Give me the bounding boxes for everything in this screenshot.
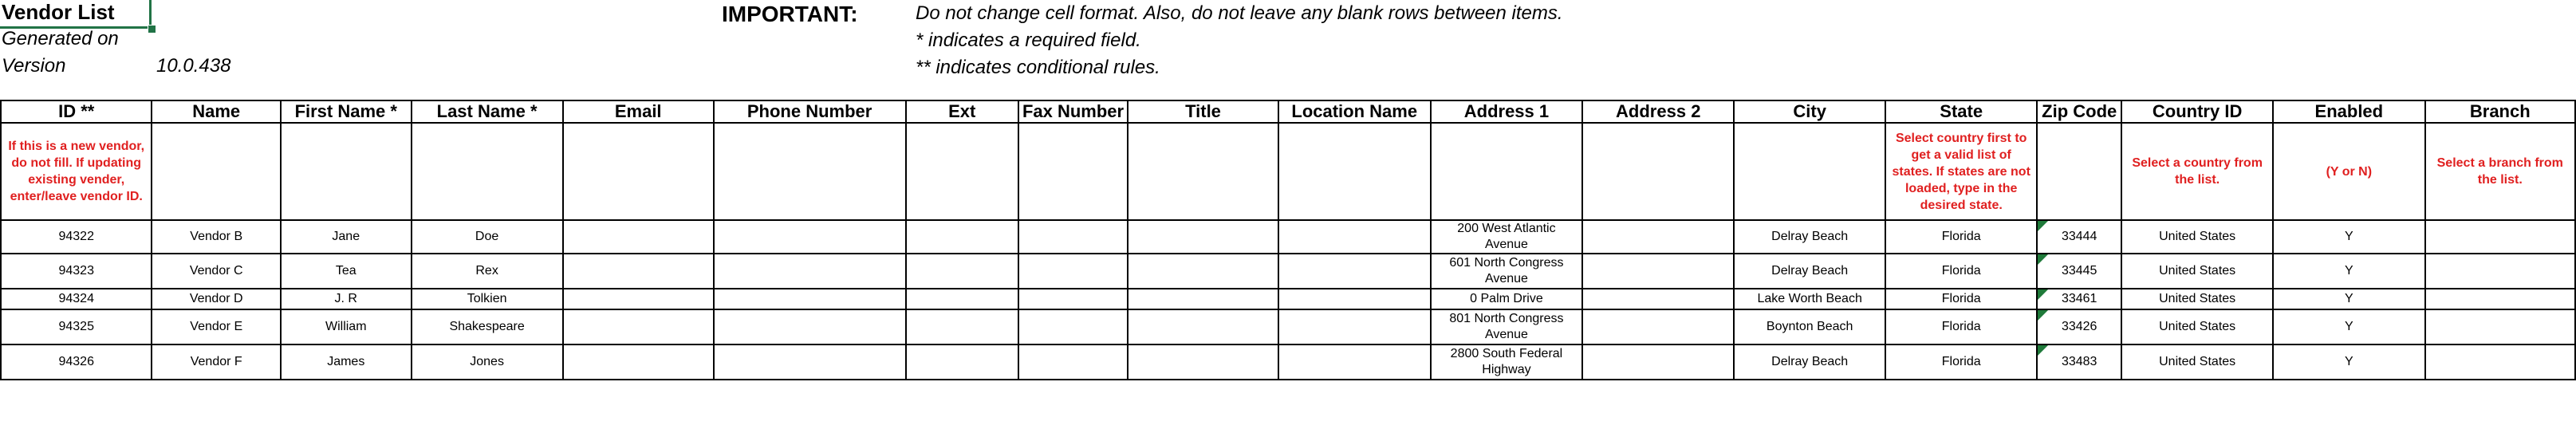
col-header-city[interactable]: City xyxy=(1734,100,1885,123)
note-required-field[interactable]: * indicates a required field. xyxy=(916,30,1141,51)
cell-address2[interactable] xyxy=(1582,289,1734,309)
cell-address2[interactable] xyxy=(1582,309,1734,344)
hint-branch[interactable]: Select a branch from the list. xyxy=(2425,123,2575,220)
cell-id[interactable]: 94325 xyxy=(1,309,152,344)
cell-location[interactable] xyxy=(1278,309,1431,344)
cell-country[interactable]: United States xyxy=(2121,254,2273,289)
cell-address1[interactable]: 801 North Congress Avenue xyxy=(1431,309,1583,344)
cell-branch[interactable] xyxy=(2425,309,2575,344)
important-label[interactable]: IMPORTANT: xyxy=(722,2,858,26)
cell-title[interactable] xyxy=(1128,309,1278,344)
col-header-location[interactable]: Location Name xyxy=(1278,100,1431,123)
version-value[interactable]: 10.0.438 xyxy=(156,55,231,77)
cell-branch[interactable] xyxy=(2425,289,2575,309)
cell-location[interactable] xyxy=(1278,289,1431,309)
hint-country[interactable]: Select a country from the list. xyxy=(2121,123,2273,220)
cell-state[interactable]: Florida xyxy=(1885,220,2037,254)
cell-city[interactable]: Boynton Beach xyxy=(1734,309,1885,344)
cell-ext[interactable] xyxy=(906,309,1018,344)
col-header-title[interactable]: Title xyxy=(1128,100,1278,123)
cell-phone[interactable] xyxy=(714,289,906,309)
note-conditional-rules[interactable]: ** indicates conditional rules. xyxy=(916,57,1160,78)
cell-name[interactable]: Vendor E xyxy=(152,309,281,344)
cell-country[interactable]: United States xyxy=(2121,309,2273,344)
cell-name[interactable]: Vendor C xyxy=(152,254,281,289)
hint-empty-cell[interactable] xyxy=(1734,123,1885,220)
cell-email[interactable] xyxy=(563,220,714,254)
cell-first-name[interactable]: Tea xyxy=(281,254,412,289)
cell-address1[interactable]: 0 Palm Drive xyxy=(1431,289,1583,309)
hint-empty-cell[interactable] xyxy=(1582,123,1734,220)
col-header-last-name[interactable]: Last Name * xyxy=(412,100,563,123)
hint-id[interactable]: If this is a new vendor, do not fill. If updating existing vender, enter/leave vendor ID. xyxy=(1,123,152,220)
hint-empty-cell[interactable] xyxy=(1018,123,1128,220)
cell-email[interactable] xyxy=(563,254,714,289)
col-header-state[interactable]: State xyxy=(1885,100,2037,123)
cell-location[interactable] xyxy=(1278,344,1431,380)
cell-name[interactable]: Vendor B xyxy=(152,220,281,254)
zip-value: 33426 xyxy=(2061,320,2097,333)
number-stored-as-text-indicator-icon xyxy=(2038,310,2048,321)
cell-branch[interactable] xyxy=(2425,220,2575,254)
zip-value: 33445 xyxy=(2061,264,2097,278)
cell-email[interactable] xyxy=(563,289,714,309)
number-stored-as-text-indicator-icon xyxy=(2038,221,2048,231)
hint-empty-cell[interactable] xyxy=(412,123,563,220)
cell-last-name[interactable]: Rex xyxy=(412,254,563,289)
zip-value: 33461 xyxy=(2061,292,2097,305)
cell-address1[interactable]: 200 West Atlantic Avenue xyxy=(1431,220,1583,254)
cell-title[interactable] xyxy=(1128,254,1278,289)
cell-address1[interactable]: 2800 South Federal Highway xyxy=(1431,344,1583,380)
cell-state[interactable]: Florida xyxy=(1885,289,2037,309)
version-label[interactable]: Version xyxy=(2,55,66,77)
cell-zip[interactable] xyxy=(2037,220,2121,254)
cell-ext[interactable] xyxy=(906,254,1018,289)
cell-enabled[interactable]: Y xyxy=(2273,309,2424,344)
cell-first-name[interactable]: William xyxy=(281,309,412,344)
hint-empty-cell[interactable] xyxy=(152,123,281,220)
cell-city[interactable]: Delray Beach xyxy=(1734,220,1885,254)
col-header-ext[interactable]: Ext xyxy=(906,100,1018,123)
cell-phone[interactable] xyxy=(714,309,906,344)
cell-email[interactable] xyxy=(563,344,714,380)
cell-last-name[interactable]: Tolkien xyxy=(412,289,563,309)
hint-empty-cell[interactable] xyxy=(281,123,412,220)
cell-first-name[interactable]: James xyxy=(281,344,412,380)
cell-last-name[interactable]: Jones xyxy=(412,344,563,380)
cell-country[interactable]: United States xyxy=(2121,289,2273,309)
cell-title[interactable] xyxy=(1128,220,1278,254)
cell-address2[interactable] xyxy=(1582,254,1734,289)
hint-empty-cell[interactable] xyxy=(714,123,906,220)
cell-state[interactable]: Florida xyxy=(1885,254,2037,289)
hint-enabled[interactable]: (Y or N) xyxy=(2273,123,2424,220)
cell-first-name[interactable]: Jane xyxy=(281,220,412,254)
cell-id[interactable]: 94323 xyxy=(1,254,152,289)
cell-fax[interactable] xyxy=(1018,220,1128,254)
hint-empty-cell[interactable] xyxy=(1278,123,1431,220)
cell-location[interactable] xyxy=(1278,220,1431,254)
cell-enabled[interactable]: Y xyxy=(2273,254,2424,289)
sheet-title[interactable]: Vendor List xyxy=(2,0,115,24)
table-row xyxy=(1,344,2575,380)
hint-empty-cell[interactable] xyxy=(1431,123,1583,220)
table-row xyxy=(1,254,2575,289)
cell-zip[interactable] xyxy=(2037,289,2121,309)
cell-fax[interactable] xyxy=(1018,289,1128,309)
cell-enabled[interactable]: Y xyxy=(2273,344,2424,380)
cell-city[interactable]: Lake Worth Beach xyxy=(1734,289,1885,309)
col-header-address2[interactable]: Address 2 xyxy=(1582,100,1734,123)
vendor-table xyxy=(0,100,2576,380)
cell-title[interactable] xyxy=(1128,344,1278,380)
col-header-phone[interactable]: Phone Number xyxy=(714,100,906,123)
hint-empty-cell[interactable] xyxy=(563,123,714,220)
col-header-fax[interactable]: Fax Number xyxy=(1018,100,1128,123)
cell-zip[interactable] xyxy=(2037,254,2121,289)
cell-address2[interactable] xyxy=(1582,344,1734,380)
cell-last-name[interactable]: Doe xyxy=(412,220,563,254)
cell-address1[interactable]: 601 North Congress Avenue xyxy=(1431,254,1583,289)
col-header-zip[interactable]: Zip Code xyxy=(2037,100,2121,123)
hint-row xyxy=(1,123,2575,220)
hint-empty-cell[interactable] xyxy=(2037,123,2121,220)
cell-name[interactable]: Vendor D xyxy=(152,289,281,309)
zip-value: 33483 xyxy=(2061,355,2097,368)
table-row xyxy=(1,309,2575,344)
col-header-enabled[interactable]: Enabled xyxy=(2273,100,2424,123)
cell-ext[interactable] xyxy=(906,344,1018,380)
active-cell-border xyxy=(0,0,152,29)
cell-id[interactable]: 94324 xyxy=(1,289,152,309)
hint-empty-cell[interactable] xyxy=(1128,123,1278,220)
cell-fax[interactable] xyxy=(1018,309,1128,344)
cell-email[interactable] xyxy=(563,309,714,344)
cell-fax[interactable] xyxy=(1018,254,1128,289)
fill-handle[interactable] xyxy=(148,25,156,33)
cell-title[interactable] xyxy=(1128,289,1278,309)
number-stored-as-text-indicator-icon xyxy=(2038,345,2048,356)
header-row xyxy=(1,100,2575,123)
number-stored-as-text-indicator-icon xyxy=(2038,289,2048,300)
cell-phone[interactable] xyxy=(714,254,906,289)
cell-state[interactable]: Florida xyxy=(1885,344,2037,380)
col-header-id[interactable]: ID ** xyxy=(1,100,152,123)
cell-id[interactable]: 94322 xyxy=(1,220,152,254)
cell-branch[interactable] xyxy=(2425,344,2575,380)
col-header-first-name[interactable]: First Name * xyxy=(281,100,412,123)
col-header-name[interactable]: Name xyxy=(152,100,281,123)
generated-on-label[interactable]: Generated on xyxy=(2,28,119,49)
cell-state[interactable]: Florida xyxy=(1885,309,2037,344)
cell-country[interactable]: United States xyxy=(2121,220,2273,254)
table-row xyxy=(1,289,2575,309)
cell-last-name[interactable]: Shakespeare xyxy=(412,309,563,344)
cell-address2[interactable] xyxy=(1582,220,1734,254)
number-stored-as-text-indicator-icon xyxy=(2038,254,2048,265)
cell-phone[interactable] xyxy=(714,220,906,254)
col-header-address1[interactable]: Address 1 xyxy=(1431,100,1583,123)
cell-name[interactable]: Vendor F xyxy=(152,344,281,380)
col-header-email[interactable]: Email xyxy=(563,100,714,123)
cell-first-name[interactable]: J. R xyxy=(281,289,412,309)
cell-location[interactable] xyxy=(1278,254,1431,289)
cell-city[interactable]: Delray Beach xyxy=(1734,254,1885,289)
cell-zip[interactable] xyxy=(2037,344,2121,380)
cell-ext[interactable] xyxy=(906,220,1018,254)
cell-branch[interactable] xyxy=(2425,254,2575,289)
table-row xyxy=(1,220,2575,254)
zip-value: 33444 xyxy=(2061,230,2097,243)
cell-ext[interactable] xyxy=(906,289,1018,309)
col-header-branch[interactable]: Branch xyxy=(2425,100,2575,123)
cell-fax[interactable] xyxy=(1018,344,1128,380)
cell-country[interactable]: United States xyxy=(2121,344,2273,380)
note-cell-format[interactable]: Do not change cell format. Also, do not leave any blank rows between items. xyxy=(916,2,1563,24)
cell-phone[interactable] xyxy=(714,344,906,380)
hint-empty-cell[interactable] xyxy=(906,123,1018,220)
hint-state[interactable]: Select country first to get a valid list of states. If states are not loaded, type in the desired state. xyxy=(1885,123,2037,220)
cell-city[interactable]: Delray Beach xyxy=(1734,344,1885,380)
cell-id[interactable]: 94326 xyxy=(1,344,152,380)
cell-zip[interactable] xyxy=(2037,309,2121,344)
col-header-country[interactable]: Country ID xyxy=(2121,100,2273,123)
cell-enabled[interactable]: Y xyxy=(2273,289,2424,309)
cell-enabled[interactable]: Y xyxy=(2273,220,2424,254)
